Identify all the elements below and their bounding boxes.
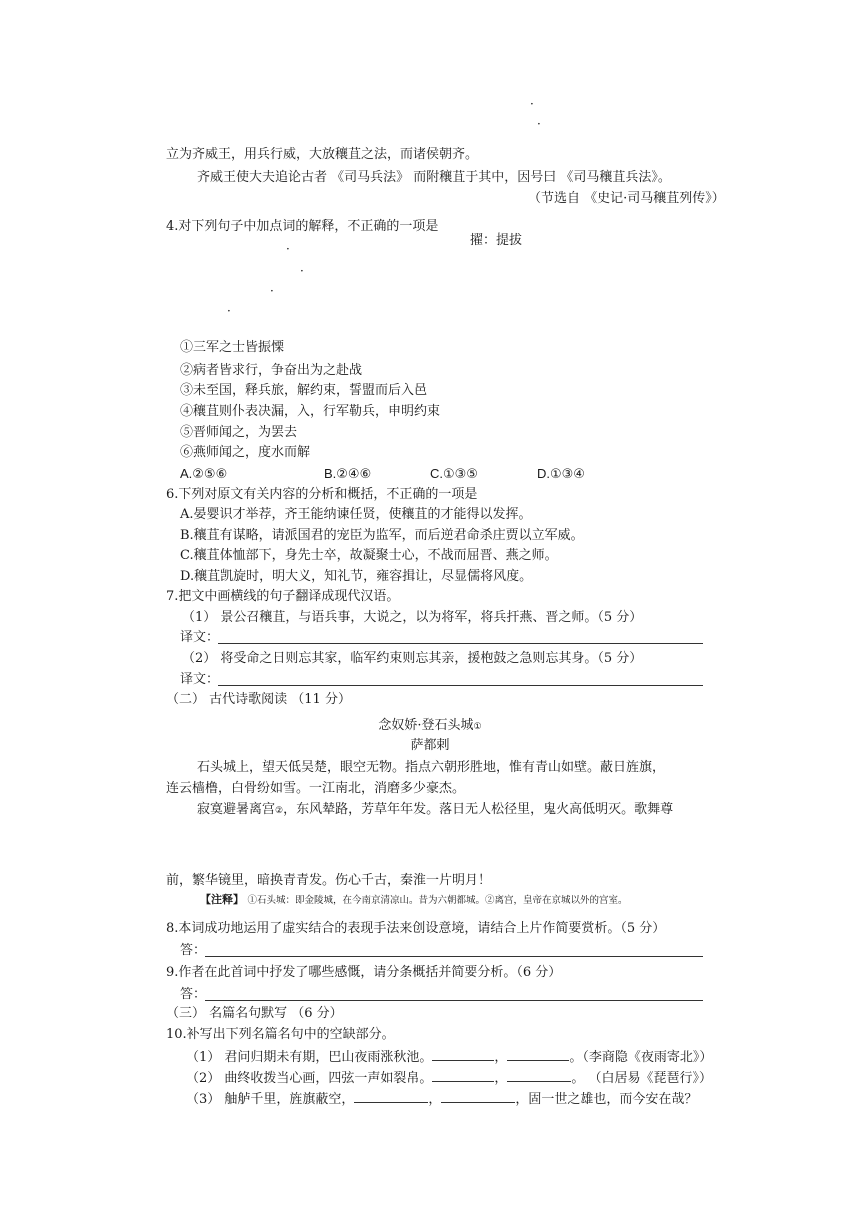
question-5-option: A.②⑤⑥ [180,466,228,481]
answer-label: 译文： [180,630,220,645]
recitation-line-1: （1） 君问归期未有期，巴山夜雨涨秋池。 ， 。（李商隐《夜雨寄北》） [186,1050,713,1065]
footnote-mark: ② [275,806,284,816]
answer-line[interactable] [218,685,703,686]
question-10-stem: 10.补写出下列名篇名句中的空缺部分。 [166,1027,395,1042]
section-heading: （二） 古代诗歌阅读 （11 分） [166,692,351,707]
question-6-option: B.穰苴有谋略，请派国君的宠臣为监军，而后逆君命杀庄贾以立军威。 [180,528,584,543]
question-6-option: D.穰苴凯旋时，明大义，知礼节，雍容揖让，尽显儒将风度。 [180,569,533,584]
question-5-option: B.②④⑥ [324,466,372,481]
answer-line[interactable] [205,1000,703,1001]
question-5-item: ④穰苴则仆表决漏，入，行军勒兵，申明约束 [180,404,441,419]
fill-blank[interactable] [441,1091,515,1103]
answer-label: 答： [180,987,207,1002]
recitation-line-3: （3） 舳舻千里，旌旗蔽空， ， ，固一世之雄也，而今安在哉？ [186,1092,698,1107]
emphasis-dot: · [300,264,304,278]
poem-line: 前，繁华镜里，暗换青青发。伤心千古，秦淮一片明月！ [166,873,492,888]
emphasis-dot: · [530,97,534,111]
answer-label: 答： [180,943,207,958]
question-8-stem: 8.本词成功地运用了虚实结合的表现手法来创设意境，请结合上片作简要赏析。（5 分） [166,921,666,936]
emphasis-dot: · [270,284,274,298]
question-5-item: ⑥燕师闻之，度水而解 [180,445,311,460]
recitation-line-2: （2） 曲终收拨当心画，四弦一声如裂帛。 ， 。 （白居易《琵琶行》） [186,1071,713,1086]
poem-line: 连云樯橹，白骨纷如雪。一江南北，消磨多少豪杰。 [166,781,466,796]
question-4-option-fragment: 擢：提拔 [470,233,523,248]
emphasis-dot: · [286,242,290,256]
answer-line[interactable] [218,643,703,644]
question-7-sentence-2: （2） 将受命之日则忘其家，临军约束则忘其亲，援枹鼓之急则忘其身。（5 分） [182,651,643,666]
passage-line: 立为齐威王，用兵行威，大放穰苴之法，而诸侯朝齐。 [166,147,479,162]
question-6-option: A.晏婴识才举荐，齐王能纳谏任贤，使穰苴的才能得以发挥。 [180,507,532,522]
fill-blank[interactable] [432,1070,494,1082]
question-5-option: D.①③④ [537,466,585,481]
poem-line: 石头城上，望天低吴楚，眼空无物。指点六朝形胜地，惟有青山如壁。蔽日旌旗， [197,760,666,775]
passage-line: 齐威王使大夫追论古者 《司马兵法》 而附穰苴于其中，因号曰 《司马穰苴兵法》。 [197,170,671,185]
question-5-item: ①三军之士皆振慄 [180,340,285,355]
question-9-stem: 9.作者在此首词中抒发了哪些感慨，请分条概括并简要分析。（6 分） [166,965,562,980]
passage-source: （节选自 《史记·司马穰苴列传》） [528,191,725,206]
fill-blank[interactable] [507,1070,571,1082]
poem-line: 寂寞避暑离宫②，东风辇路，芳草年年发。落日无人松径里，鬼火高低明灭。歌舞尊 [197,802,674,817]
question-5-option: C.①③⑤ [430,466,478,481]
fill-blank[interactable] [354,1091,428,1103]
question-7-sentence-1: （1） 景公召穰苴，与语兵事，大说之，以为将军，将兵扞燕、晋之师。（5 分） [182,610,643,625]
question-4-stem: 4.对下列句子中加点词的解释，不正确的一项是 [166,219,439,234]
question-5-item: ③未至国，释兵旅，解约束，誓盟而后入邑 [180,383,428,398]
emphasis-dot: · [537,117,541,131]
fill-blank[interactable] [507,1049,569,1061]
poem-author: 萨都剌 [410,738,450,753]
answer-label: 译文： [180,672,220,687]
poem-notes: 【注释】 ①石头城：即金陵城，在今南京清凉山。昔为六朝都城。②离宫，皇帝在京城以外的宫室。 [200,893,628,906]
question-7-stem: 7.把文中画横线的句子翻译成现代汉语。 [166,589,400,604]
fill-blank[interactable] [432,1049,494,1061]
footnote-mark: ① [473,722,482,732]
answer-line[interactable] [205,956,703,957]
poem-title: 念奴娇·登石头城① [378,718,482,733]
question-6-option: C.穰苴体恤部下，身先士卒，故凝聚士心，不战而屈晋、燕之师。 [180,548,558,563]
question-5-item: ②病者皆求行，争奋出为之赴战 [180,363,363,378]
emphasis-dot: · [227,304,231,318]
question-5-item: ⑤晋师闻之，为罢去 [180,425,298,440]
section-heading: （三） 名篇名句默写 （6 分） [166,1006,343,1021]
question-6-stem: 6.下列对原文有关内容的分析和概括，不正确的一项是 [166,487,478,502]
